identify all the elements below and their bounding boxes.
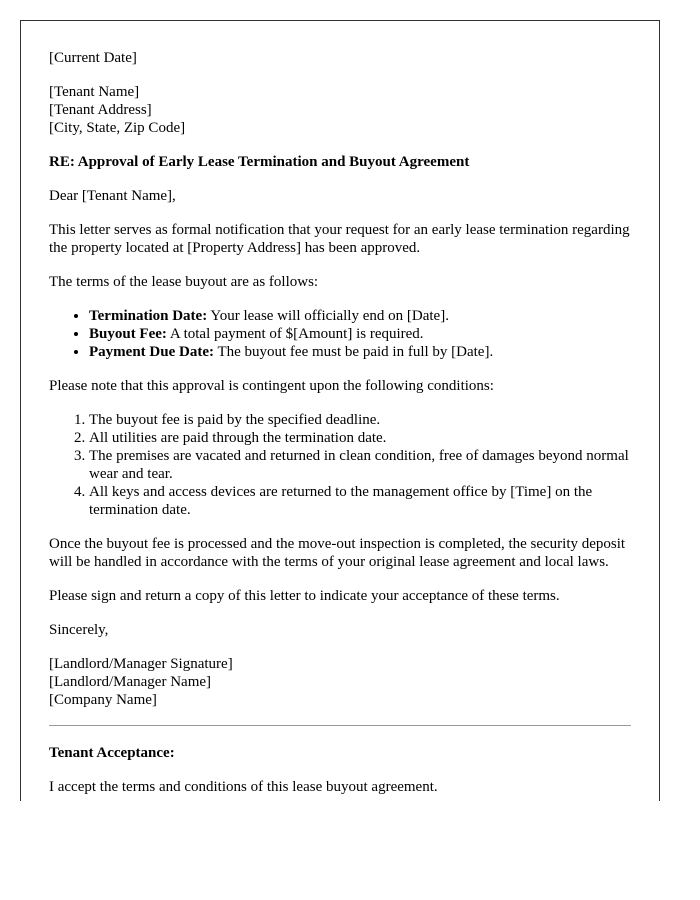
tenant-name: [Tenant Name] — [49, 84, 140, 100]
term-label: Buyout Fee: — [89, 326, 167, 342]
term-text: A total payment of $[Amount] is required. — [166, 326, 424, 342]
acceptance-heading — [49, 744, 631, 762]
subject-text: RE: Approval of Early Lease Termination and Buyout Agreement — [49, 154, 470, 170]
list-item — [89, 325, 631, 343]
intro-paragraph: This letter serves as formal notification that your request for an early lease termination regarding the property located at [Property Address] has been approved. — [49, 222, 630, 256]
tenant-address: [Tenant Address] — [49, 102, 152, 118]
company-name: [Company Name] — [49, 692, 157, 708]
term-label: Termination Date: — [89, 308, 208, 324]
deposit-paragraph: Once the buyout fee is processed and the move-out inspection is completed, the security deposit will be handled in accordance with the terms of your original lease agreement and local laws. — [49, 536, 626, 570]
list-item: 1. The buyout fee is paid by the specified deadline. — [89, 411, 631, 429]
divider — [49, 725, 631, 726]
closing: Sincerely, — [49, 622, 109, 638]
term-text: Your lease will officially end on [Date]. — [207, 308, 449, 324]
tenant-city: [City, State, Zip Code] — [49, 120, 186, 136]
signature: [Landlord/Manager Signature] — [49, 656, 233, 672]
letter-page — [20, 20, 660, 801]
conditions-list — [49, 411, 631, 519]
salutation: Dear [Tenant Name], — [49, 188, 176, 204]
manager-name: [Landlord/Manager Name] — [49, 674, 212, 690]
list-item — [89, 343, 631, 361]
term-label: Payment Due Date: — [89, 344, 214, 360]
current-date: [Current Date] — [49, 50, 137, 66]
list-item — [89, 307, 631, 325]
conditions-intro: Please note that this approval is contingent upon the following conditions: — [49, 378, 494, 394]
list-item: 2. All utilities are paid through the termination date. — [89, 429, 631, 447]
signature-block — [49, 655, 631, 709]
recipient-address — [49, 83, 631, 137]
acceptance-text: I accept the terms and conditions of this lease buyout agreement. — [49, 779, 438, 795]
list-item: 3. The premises are vacated and returned in clean condition, free of damages beyond normal wear and tear. — [89, 447, 631, 483]
terms-intro: The terms of the lease buyout are as follows: — [49, 274, 319, 290]
sign-request: Please sign and return a copy of this letter to indicate your acceptance of these terms. — [49, 588, 560, 604]
term-text: The buyout fee must be paid in full by [Date]. — [213, 344, 494, 360]
acceptance-heading-text: Tenant Acceptance: — [49, 745, 175, 761]
list-item: 4. All keys and access devices are returned to the management office by [Time] on the termination date. — [89, 483, 631, 519]
subject-line — [49, 153, 631, 171]
terms-list — [49, 307, 631, 361]
